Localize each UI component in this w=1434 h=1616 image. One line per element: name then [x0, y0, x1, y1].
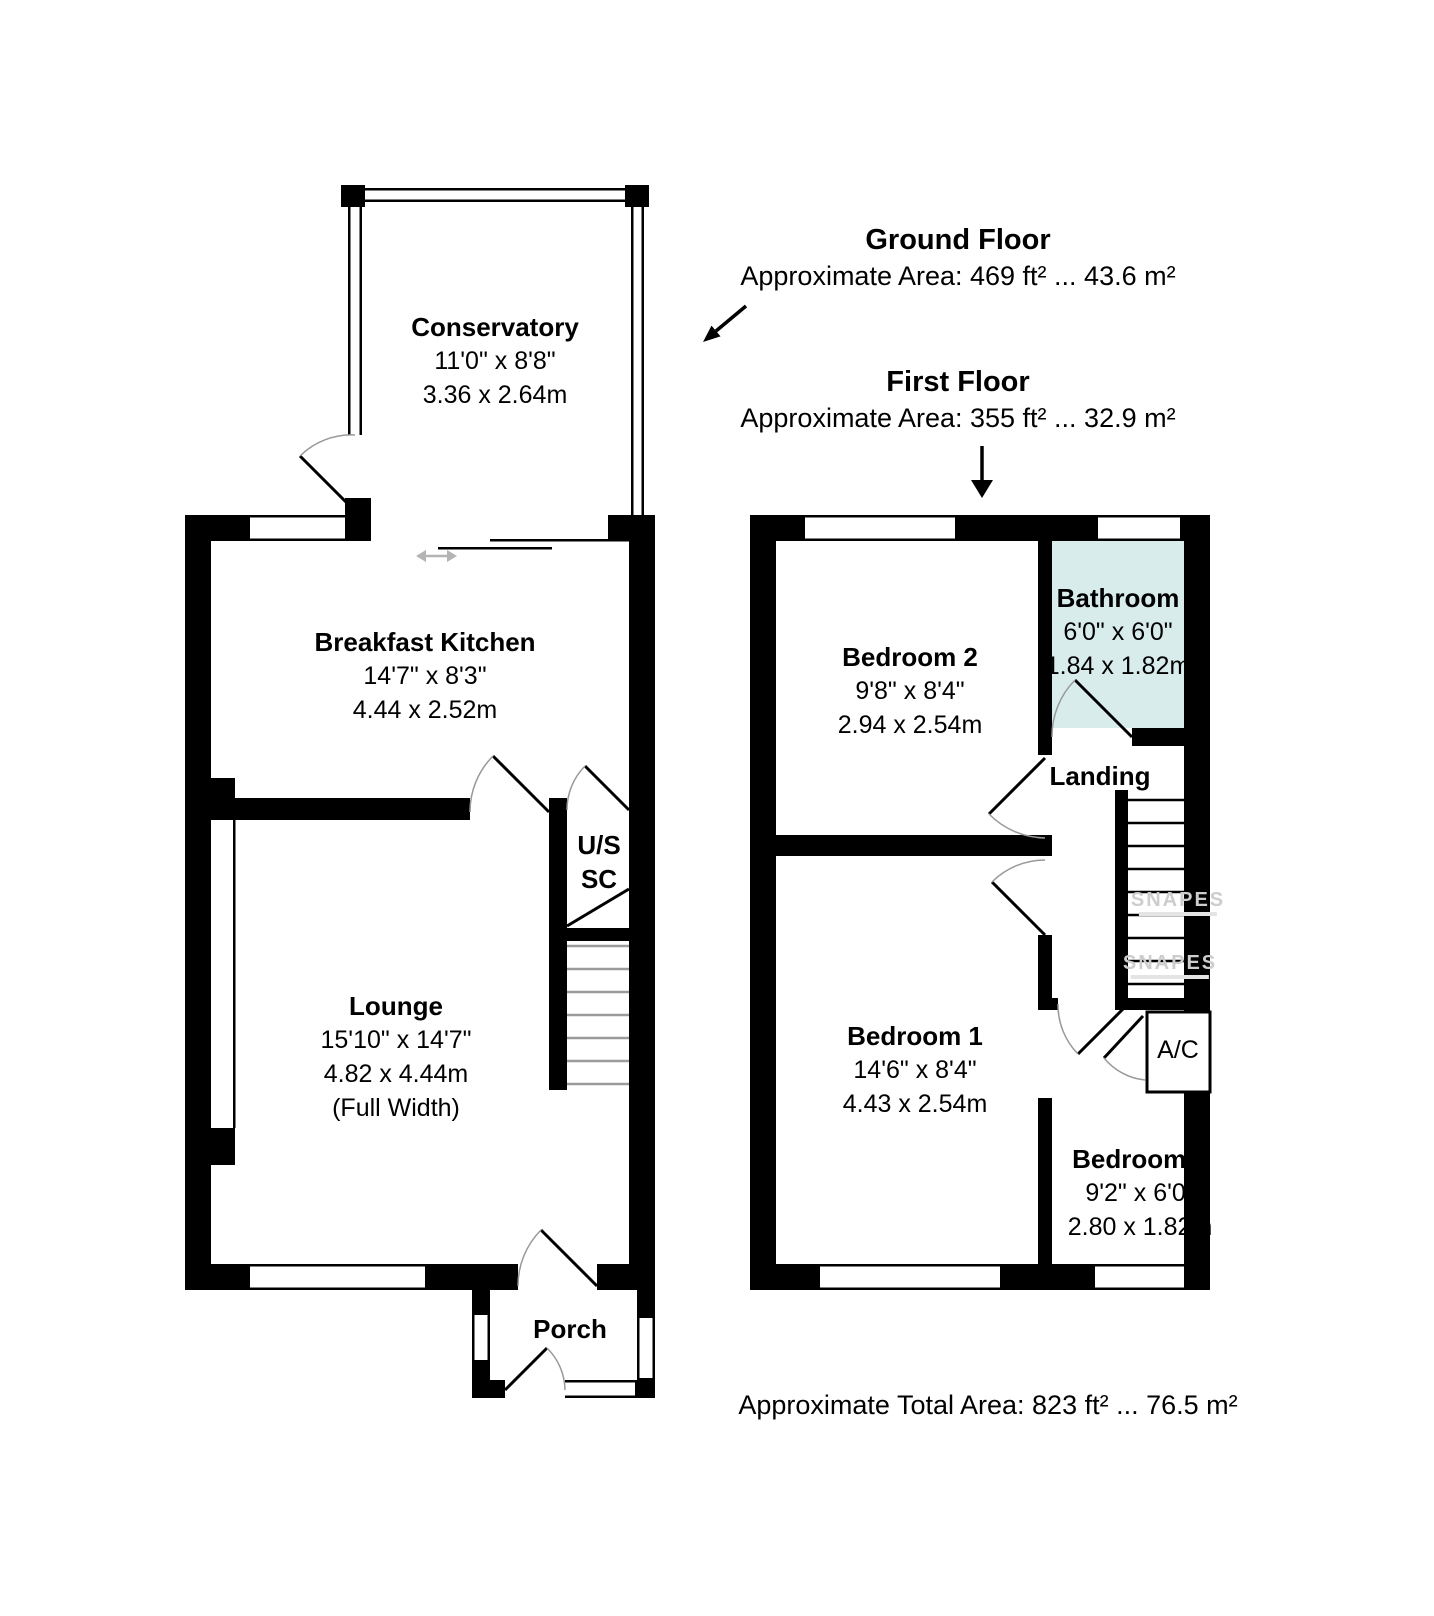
ground-floor-arrow-icon: [703, 306, 746, 342]
door-arc: [547, 1348, 565, 1390]
room-name: Bedroom 1: [847, 1021, 983, 1051]
watermark-subline: [1139, 912, 1217, 916]
window: [365, 188, 625, 191]
window: [820, 1288, 1000, 1291]
chimney-tab: [211, 778, 235, 815]
door-arc: [518, 1230, 541, 1286]
window: [653, 1318, 656, 1378]
sliding-door: [416, 539, 645, 562]
first-floor-arrow-icon: [971, 446, 993, 498]
room-dim-ft: 15'10" x 14'7": [320, 1026, 472, 1054]
door-arc: [992, 860, 1045, 882]
room-name: Bathroom: [1056, 583, 1180, 613]
ground-floor-header: [740, 222, 1175, 294]
room-dim-ft: 11'0" x 8'8": [434, 347, 556, 375]
room-dim-m: 4.43 x 2.54m: [842, 1090, 988, 1118]
door-arc: [567, 766, 585, 810]
door-porch: [505, 1348, 565, 1390]
room-label-conservatory: [411, 310, 579, 412]
room-name: Landing: [1049, 761, 1151, 791]
door-conservatory: [300, 435, 355, 508]
room-dim-m: 3.36 x 2.64m: [422, 381, 568, 409]
window: [631, 207, 634, 515]
window: [1095, 1288, 1185, 1291]
room-label-landing: [1049, 759, 1150, 793]
window: [642, 207, 645, 515]
door-bedroom3: [1058, 1004, 1128, 1054]
chimney-tab: [211, 1128, 235, 1165]
conservatory-post: [341, 185, 365, 207]
room-dim-ft: 14'7" x 8'3": [363, 662, 487, 690]
room-dim-ft: 9'2" x 6'0": [1085, 1179, 1195, 1207]
room-name: A/C: [1157, 1036, 1199, 1064]
ground-floor-title: Ground Floor: [865, 224, 1051, 256]
door-kitchen: [470, 756, 549, 812]
room-name: Conservatory: [411, 312, 579, 342]
chimney-line: [233, 815, 236, 1128]
room-name: U/S: [577, 830, 621, 860]
door-arc: [300, 435, 355, 456]
total-area-text: Approximate Total Area: 823 ft² ... 76.5 m²: [738, 1390, 1238, 1420]
room-label-porch: [533, 1312, 607, 1346]
door-arc: [989, 814, 1045, 838]
stairs-ground-floor: [567, 889, 629, 1084]
window: [250, 1264, 425, 1267]
window: [820, 1264, 1000, 1267]
room-dim-ft: 6'0" x 6'0": [1063, 618, 1173, 646]
room-label-bedroom2: [838, 640, 983, 742]
window: [637, 1318, 640, 1378]
window: [365, 200, 625, 203]
door-arc: [1058, 1004, 1078, 1054]
room-dim-ft: 14'6" x 8'4": [853, 1056, 977, 1084]
room-label-ac: [1157, 1033, 1199, 1067]
window: [1095, 1264, 1185, 1267]
watermark-snapes: [1131, 890, 1225, 916]
room-label-bedroom3: [1068, 1142, 1213, 1244]
ground-floor-area: Approximate Area: 469 ft² ... 43.6 m²: [740, 261, 1176, 291]
window: [1098, 515, 1180, 518]
room-label-lounge: [320, 989, 471, 1125]
door-bedroom2: [989, 758, 1045, 838]
window: [348, 207, 351, 435]
door-arc: [1104, 1058, 1145, 1080]
watermark-text: SNAPES: [1130, 889, 1226, 911]
door-bedroom1: [992, 860, 1045, 935]
first-floor-header: [740, 364, 1175, 436]
room-label-bedroom1: [843, 1019, 988, 1121]
room-label-bathroom: [1046, 581, 1191, 683]
room-dim-m: 1.84 x 1.82m: [1045, 652, 1191, 680]
room-name: Bedroom 2: [842, 642, 978, 672]
room-dim-ft: 9'8" x 8'4": [855, 677, 965, 705]
room-name: Bedroom 3: [1072, 1144, 1208, 1174]
room-name: Porch: [533, 1314, 607, 1344]
window: [360, 207, 363, 435]
watermark-text: SNAPES: [1122, 952, 1218, 974]
conservatory-post: [625, 185, 649, 207]
first-floor-area: Approximate Area: 355 ft² ... 32.9 m²: [740, 403, 1176, 433]
window: [1098, 539, 1180, 542]
room-dim-m: 2.80 x 1.82m: [1067, 1213, 1213, 1241]
door-us-cupboard: [567, 766, 629, 810]
watermark-subline: [1131, 975, 1209, 979]
room-label-us-sc: [577, 828, 620, 896]
room-name: Breakfast Kitchen: [314, 627, 536, 657]
room-dim-m: 4.44 x 2.52m: [352, 696, 498, 724]
window: [805, 539, 955, 542]
sliding-door-arrow-icon: [416, 550, 457, 562]
room-note: (Full Width): [332, 1094, 460, 1122]
window: [250, 515, 345, 518]
room-name: Lounge: [349, 991, 443, 1021]
room-label-breakfast-kitchen: [314, 625, 535, 727]
room-dim-m: 4.82 x 4.44m: [323, 1060, 469, 1088]
window: [565, 1380, 635, 1383]
room-dim-m: 2.94 x 2.54m: [837, 711, 983, 739]
door-arc: [470, 756, 493, 812]
window: [565, 1396, 635, 1399]
window: [488, 1315, 491, 1360]
watermark-snapes: [1123, 953, 1217, 979]
window: [472, 1315, 475, 1360]
door-lounge: [518, 1230, 597, 1286]
window: [250, 539, 345, 542]
door-airing-cupboard: [1104, 1016, 1145, 1080]
first-floor-title: First Floor: [886, 366, 1030, 398]
room-name: SC: [580, 864, 618, 894]
window: [250, 1288, 425, 1291]
window: [805, 515, 955, 518]
